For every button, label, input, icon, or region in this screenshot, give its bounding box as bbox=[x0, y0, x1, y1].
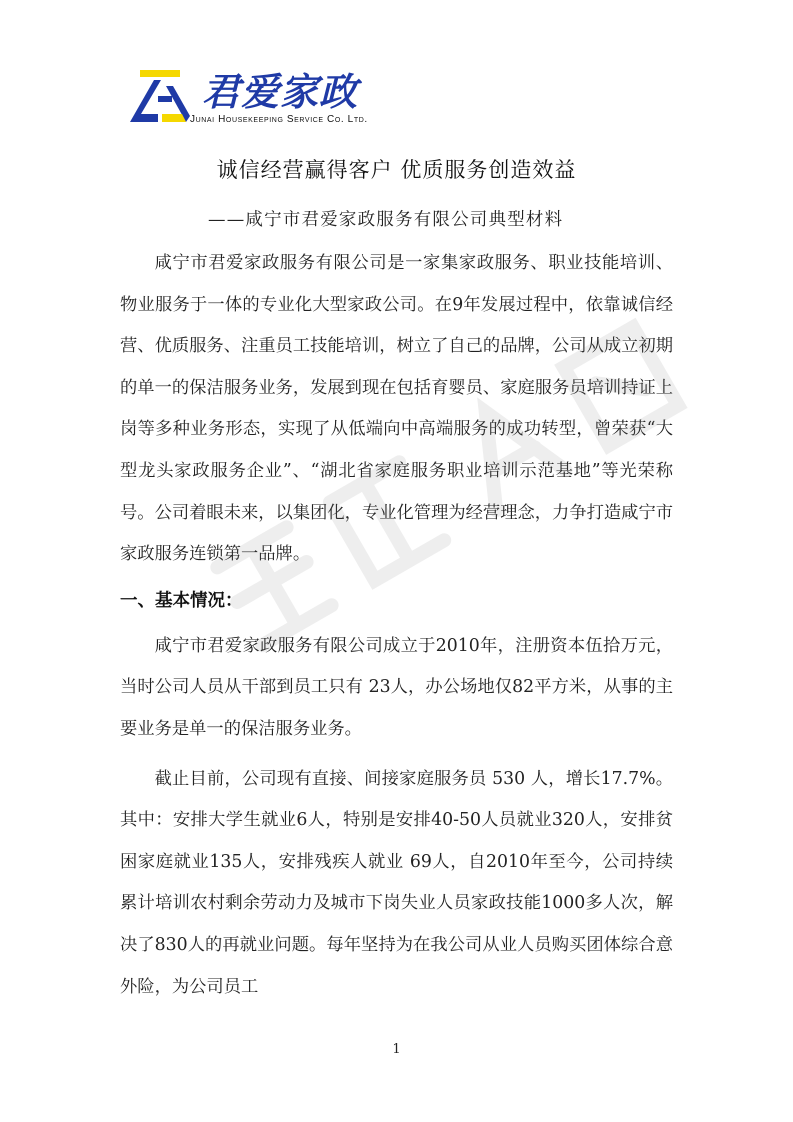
document-body bbox=[120, 243, 673, 1008]
document-title: 诚信经营赢得客户 优质服务创造效益 bbox=[216, 158, 577, 182]
logo-chinese-name: 君爱家政 bbox=[202, 70, 359, 114]
section1-paragraph-1: 咸宁市君爱家政服务有限公司成立于2010年，注册资本伍拾万元，当时公司人员从干部到员工只有 23人，办公场地仅82平方米，从事的主要业务是单一的保洁服务业务。 bbox=[120, 635, 673, 739]
page-number: 1 bbox=[392, 1042, 401, 1057]
company-logo bbox=[128, 68, 398, 130]
logo-mark-icon bbox=[128, 68, 190, 124]
section1-paragraph-2: 截止目前，公司现有直接、间接家庭服务员 530 人，增长17.7%。其中：安排大学生就业6人，特别是安排40-50人员就业320人，安排贫困家庭就业135人，安排残疾人就业 69人，自2010年至今，公司持续累计培训农村剩余劳动力及城市下岗失业人员家政技能1000多人次，解决了830人的再就业问题。每年坚持为在我公司从业人员购买团体综合意外险，为公司员工 bbox=[120, 768, 673, 997]
section-heading-basic-info: 一、基本情况： bbox=[120, 590, 243, 611]
logo-english-name: Junai Housekeeping Service Co. Ltd. bbox=[190, 114, 368, 125]
document-subtitle: ——咸宁市君爱家政服务有限公司典型材料 bbox=[208, 210, 564, 230]
intro-paragraph: 咸宁市君爱家政服务有限公司是一家集家政服务、职业技能培训、物业服务于一体的专业化大型家政公司。在9年发展过程中，依靠诚信经营、优质服务、注重员工技能培训，树立了自己的品牌，公司从成立初期的单一的保洁服务业务，发展到现在包括育婴员、家庭服务员培训持证上岗等多种业务形态，实现了从低端向中高端服务的成功转型，曾荣获“大型龙头家政服务企业”、“湖北省家庭服务职业培训示范基地”等光荣称号。公司着眼未来，以集团化，专业化管理为经营理念，力争打造咸宁市家政服务连锁第一品牌。 bbox=[120, 253, 674, 565]
